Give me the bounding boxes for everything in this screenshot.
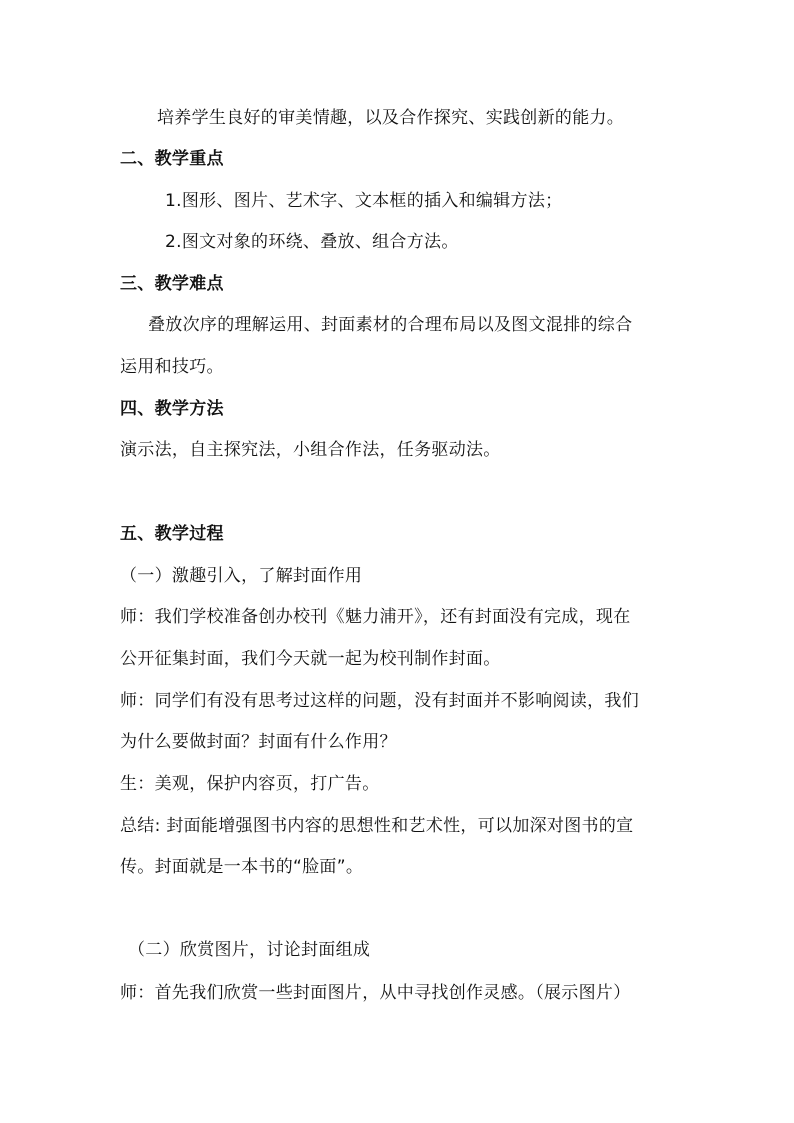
heading-process: 五、教学过程 (120, 524, 224, 544)
teacher-line-2b: 为什么要做封面？封面有什么作用？ (120, 732, 397, 752)
teacher-line-2a: 师：同学们有没有思考过这样的问题，没有封面并不影响阅读，我们 (120, 691, 639, 711)
summary-line-b: 传。封面就是一本书的“脸面”。 (120, 857, 364, 877)
teacher-line-1b: 公开征集封面，我们今天就一起为校刊制作封面。 (120, 649, 501, 669)
methods-text: 演示法，自主探究法，小组合作法，任务驱动法。 (120, 440, 501, 460)
difficulties-text-line2: 运用和技巧。 (120, 357, 224, 377)
summary-line-a: 总结: 封面能增强图书内容的思想性和艺术性，可以加深对图书的宣 (120, 816, 634, 836)
student-line: 生：美观，保护内容页，打广告。 (120, 774, 380, 794)
heading-difficulties: 三、教学难点 (120, 274, 224, 294)
teacher-line-1a: 师：我们学校准备创办校刊《魅力浦开》，还有封面没有完成，现在 (120, 607, 631, 627)
key-point-1: 1.图形、图片、艺术字、文本框的插入和编辑方法； (165, 191, 563, 211)
heading-key-points: 二、教学重点 (120, 149, 224, 169)
subheading-intro: （一）激趣引入，了解封面作用 (120, 566, 363, 586)
teacher-line-3: 师：首先我们欣赏一些封面图片，从中寻找创作灵感。（展示图片） (120, 983, 631, 1003)
heading-methods: 四、教学方法 (120, 399, 224, 419)
key-point-2: 2.图文对象的环绕、叠放、组合方法。 (165, 232, 459, 252)
subheading-appreciate: （二）欣赏图片，讨论封面组成 (128, 940, 371, 960)
difficulties-text-line1: 叠放次序的理解运用、封面素材的合理布局以及图文混排的综合 (148, 315, 633, 335)
paragraph-goal-text: 培养学生良好的审美情趣，以及合作探究、实践创新的能力。 (157, 108, 625, 128)
